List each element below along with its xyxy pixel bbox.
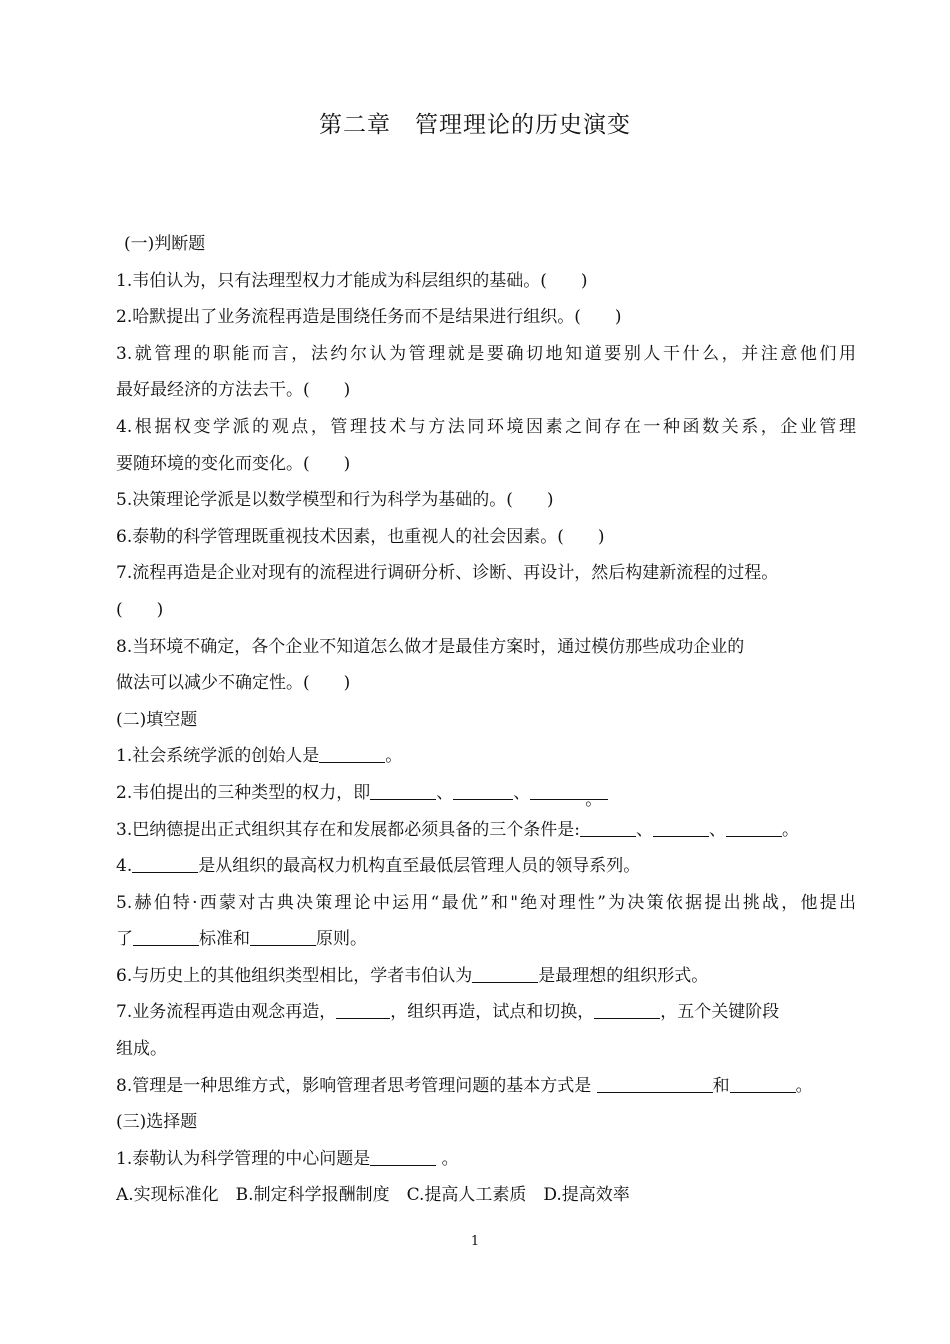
tf-q4-line1: 4.根据权变学派的观点，管理技术与方法同环境因素之间存在一种函数关系，企业管理 <box>116 416 856 437</box>
answer-blank[interactable] <box>453 782 513 800</box>
answer-blank[interactable] <box>653 819 709 837</box>
tf-q3-line1: 3.就管理的职能而言，法约尔认为管理就是要确切地知道要别人干什么，并注意他们用 <box>116 343 856 364</box>
tf-q3-line2: 最好最经济的方法去干。( ) <box>116 380 351 401</box>
fb-q1-text: 1.社会系统学派的创始人是 <box>116 746 320 767</box>
fb-q2-sep2: 、 <box>513 782 531 803</box>
fb-q1 <box>116 738 856 775</box>
fb-q6-text1: 6.与历史上的其他组织类型相比，学者韦伯认为 <box>116 965 473 986</box>
content <box>116 226 856 1214</box>
fb-q8 <box>116 1068 856 1105</box>
mc-q1-text: 1.泰勒认为科学管理的中心问题是 <box>116 1148 371 1169</box>
fb-q3-sep1: 、 <box>635 819 653 840</box>
answer-blank[interactable] <box>726 819 782 837</box>
fb-q2 <box>116 775 856 812</box>
answer-blank[interactable] <box>594 1001 660 1019</box>
fb-q2-text: 2.韦伯提出的三种类型的权力，即 <box>116 782 371 803</box>
answer-blank[interactable] <box>250 928 316 946</box>
section-heading-fill-blank: (二)填空题 <box>116 709 198 730</box>
fb-q3-end: 。 <box>781 819 799 840</box>
answer-blank[interactable] <box>370 782 436 800</box>
mc-q1 <box>116 1141 856 1178</box>
section-heading-multiple-choice: (三)选择题 <box>116 1112 198 1133</box>
section-heading-true-false: (一)判断题 <box>124 234 206 254</box>
fb-q8-text2: 和 <box>712 1075 730 1096</box>
answer-blank[interactable] <box>133 928 199 946</box>
tf-q8-line1: 8.当环境不确定，各个企业不知道怎么做才是最佳方案时，通过模仿那些成功企业的 <box>116 636 745 657</box>
fb-q5-line1: 5.赫伯特·西蒙对古典决策理论中运用“最优”和"绝对理性”为决策依据提出挑战，他提出 <box>116 892 856 913</box>
fb-q1-end: 。 <box>385 746 403 767</box>
answer-blank[interactable] <box>530 782 608 810</box>
fb-q4-num: 4. <box>116 856 133 877</box>
answer-blank[interactable] <box>336 1001 390 1019</box>
fb-q5-text1: 了 <box>116 929 133 950</box>
fb-q3 <box>116 812 856 849</box>
fb-q7-text2: ，组织再造，试点和切换， <box>390 1002 595 1023</box>
answer-blank[interactable] <box>580 819 636 837</box>
mc-q1-options: A.实现标准化 B.制定科学报酬制度 C.提高人工素质 D.提高效率 <box>116 1185 630 1206</box>
fb-q3-text: 3.巴纳德提出正式组织其存在和发展都必须具备的三个条件是: <box>116 819 580 840</box>
answer-blank[interactable] <box>132 855 198 873</box>
tf-q8-line2: 做法可以减少不确定性。( ) <box>116 673 351 694</box>
fb-q2-end: 。 <box>585 789 603 810</box>
answer-blank[interactable] <box>730 1075 796 1093</box>
fb-q4-text: 是从组织的最高权力机构直至最低层管理人员的领导系列。 <box>198 856 641 877</box>
fb-q6-text2: 是最理想的组织形式。 <box>538 965 709 986</box>
fb-q8-end: 。 <box>795 1075 813 1096</box>
tf-q1: 1.韦伯认为，只有法理型权力才能成为科层组织的基础。( ) <box>116 270 588 291</box>
fb-q4 <box>116 848 856 885</box>
fb-q7-line1 <box>116 994 856 1031</box>
tf-q2: 2.哈默提出了业务流程再造是围绕任务而不是结果进行组织。( ) <box>116 307 622 328</box>
answer-blank[interactable] <box>370 1148 436 1166</box>
fb-q7-text1: 7.业务流程再造由观念再造， <box>116 1002 337 1023</box>
fb-q7-line2: 组成。 <box>116 1039 167 1060</box>
fb-q5-line2 <box>116 921 856 958</box>
fb-q6 <box>116 958 856 995</box>
tf-q5: 5.决策理论学派是以数学模型和行为科学为基础的。( ) <box>116 490 554 511</box>
page-title: 第二章 管理理论的历史演变 <box>319 112 631 138</box>
answer-blank[interactable] <box>472 965 538 983</box>
fb-q2-sep1: 、 <box>436 782 454 803</box>
tf-q4-line2: 要随环境的变化而变化。( ) <box>116 453 351 474</box>
fb-q5-text2: 标准和 <box>199 929 250 950</box>
page-number: 1 <box>470 1234 480 1249</box>
tf-q7-line1: 7.流程再造是企业对现有的流程进行调研分析、诊断、再设计，然后构建新流程的过程。 <box>116 563 779 584</box>
answer-blank[interactable] <box>597 1075 713 1093</box>
fb-q5-text3: 原则。 <box>316 929 367 950</box>
fb-q8-text1: 8.管理是一种思维方式，影响管理者思考管理问题的基本方式是 <box>116 1075 597 1096</box>
fb-q3-sep2: 、 <box>708 819 726 840</box>
answer-blank[interactable] <box>319 745 385 763</box>
tf-q6: 6.泰勒的科学管理既重视技术因素，也重视人的社会因素。( ) <box>116 526 605 547</box>
mc-q1-end: 。 <box>436 1148 459 1169</box>
tf-q7-line2: ( ) <box>116 599 164 620</box>
fb-q7-text3: ，五个关键阶段 <box>660 1002 780 1023</box>
